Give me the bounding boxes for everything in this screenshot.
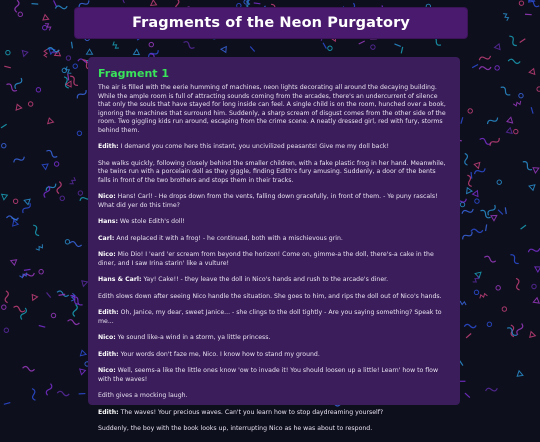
pattern-shape [518,93,524,99]
pattern-shape [473,191,481,199]
pattern-shape [464,323,476,328]
pattern-shape [536,86,540,92]
pattern-shape [134,49,141,57]
pattern-shape [22,366,34,371]
story-paragraph [98,276,449,285]
pattern-shape [10,220,18,228]
pattern-shape [4,291,10,303]
pattern-shape [529,68,536,75]
story-paragraph [98,392,449,401]
pattern-shape [528,246,540,254]
pattern-shape [520,225,526,229]
story-paragraph [98,235,449,244]
story-paragraph [98,334,449,343]
pattern-shape [479,293,488,298]
pattern-shape [30,388,37,401]
pattern-shape [323,43,326,49]
story-content [98,67,449,442]
pattern-shape [515,371,523,379]
pattern-shape [461,230,473,241]
pattern-shape [57,391,69,396]
pattern-shape [466,174,474,187]
pattern-shape [487,204,497,216]
pattern-shape [465,187,473,194]
pattern-shape [250,46,254,53]
pattern-shape [39,269,44,274]
pattern-shape [76,89,87,100]
pattern-shape [506,117,513,124]
speaker-name: Edith: [98,143,119,150]
paragraph-text: Ye sound like-a wind in a storm, ya little princess. [115,334,271,341]
pattern-shape [51,313,57,319]
pattern-shape [45,182,57,192]
pattern-shape [399,47,405,54]
pattern-shape [55,4,68,10]
story-paragraph [98,409,449,418]
pattern-shape [1,143,7,149]
pattern-shape [486,116,498,126]
pattern-shape [514,278,521,291]
pattern-shape [472,64,478,67]
pattern-shape [531,284,536,289]
pattern-shape [80,279,88,287]
pattern-shape [4,64,10,70]
story-paragraph [98,193,449,210]
pattern-shape [65,66,72,74]
pattern-shape [485,386,498,393]
pattern-shape [79,391,86,396]
pattern-shape [57,290,70,297]
pattern-shape [531,165,539,173]
pattern-shape [498,209,503,216]
pattern-shape [28,101,33,106]
paragraph-text: Mio Dio! I 'eard 'er scream from beyond the horizon! Come on, gimme-a the doll, there's-a cake in the diner, and I saw Irina starin' like a vulture! [98,251,434,267]
pattern-shape [30,293,38,301]
speaker-name: Nico: [98,334,116,341]
speaker-name: Carl: [98,234,115,242]
pattern-shape [3,327,9,333]
story-panel[interactable] [88,57,460,432]
pattern-shape [72,296,84,307]
speaker-name: Edith: [98,350,119,358]
pattern-shape [53,0,56,6]
pattern-shape [70,177,77,185]
speaker-name: Nico: [98,251,116,258]
pattern-shape [535,264,540,272]
story-paragraph [98,293,449,302]
pattern-shape [494,65,500,71]
pattern-shape [6,216,18,220]
pattern-shape [509,253,520,264]
pattern-shape [11,260,18,266]
pattern-shape [516,323,524,336]
story-paragraph [98,309,449,326]
pattern-shape [149,42,154,47]
speaker-name: Edith: [98,309,119,316]
pattern-shape [533,297,540,303]
pattern-shape [41,162,48,169]
pattern-shape [41,15,49,23]
pattern-shape [77,190,83,196]
paragraph-text: Suddenly, the boy with the book looks up, interrupting Nico as he was about to respond. [98,425,373,432]
pattern-shape [461,207,474,215]
pattern-shape [327,45,333,51]
speaker-name: Hans: [98,218,118,225]
pattern-shape [508,59,520,63]
pattern-shape [39,323,45,329]
paragraph-text: Edith gives a mocking laugh. [98,392,188,399]
paragraph-text: We stole Edith's doll! [117,218,185,225]
pattern-shape [503,207,508,214]
pattern-shape [72,63,78,69]
pattern-shape [14,77,23,90]
page-header [75,8,467,38]
paragraph-text: She walks quickly, following closely behind the smaller children, with a fake plastic frog in her hand. Meanwhile, the twins run with a porcelain doll as they giggle, finding Edith's fury amusing. Suddenly, a door of the bents falls in front of the two brothers and stops them in their tracks. [98,159,446,184]
story-paragraph [98,351,449,360]
paragraph-text: Well, seems-a like the little ones know 'ow to invade it! You should loosen up a little! Learn' how to flow with the waves! [98,367,439,383]
pattern-shape [13,306,26,313]
pattern-shape [370,44,375,49]
pattern-shape [496,285,501,290]
pattern-shape [31,224,40,236]
pattern-shape [76,130,82,136]
pattern-shape [14,103,21,110]
pattern-shape [1,305,6,310]
paragraph-text: Hans! Carl! - He drops down from the vents, falling down gracefully, in front of them. - Ye puny rascals! What did yer do this time? [98,193,438,209]
pattern-shape [486,321,492,327]
pattern-shape [483,224,489,231]
pattern-shape [474,167,486,176]
paragraph-text: Yay! Cake!! - they leave the doll in Nico's hands and rush to the arcade's diner. [141,276,389,283]
pattern-shape [46,149,59,158]
pattern-shape [57,182,61,194]
pattern-shape [183,41,196,50]
paragraph-text: I demand you come here this instant, you uncivilized peasants! Give me my doll back! [118,143,389,150]
story-paragraph [98,218,449,227]
pattern-shape [519,39,525,43]
pattern-shape [46,383,53,396]
pattern-shape [6,50,11,55]
pattern-shape [79,350,86,356]
pattern-shape [474,198,480,204]
pattern-shape [17,11,23,17]
pattern-shape [490,213,497,221]
pattern-shape [69,75,80,87]
pattern-shape [528,332,536,340]
pattern-shape [519,1,523,5]
story-paragraph [98,160,449,186]
pattern-shape [254,0,261,6]
pattern-shape [36,87,41,92]
pattern-shape [80,367,87,374]
pattern-shape [525,12,532,18]
pattern-shape [87,49,93,54]
pattern-shape [484,255,497,262]
pattern-shape [499,86,511,96]
pattern-shape [469,172,474,179]
speaker-name: Edith: [98,408,119,416]
pattern-shape [70,42,75,49]
pattern-shape [465,334,472,338]
paragraph-text: Your words don't faze me, Nico. I know how to stand my ground. [118,350,320,358]
pattern-shape [513,129,519,135]
pattern-shape [66,55,72,61]
pattern-shape [2,192,9,199]
pattern-shape [112,42,119,50]
story-paragraph [98,143,449,152]
pattern-shape [21,202,31,214]
pattern-shape [221,47,229,54]
paragraph-text: And replaced it with a frog! - he continued, both with a mischievous grin. [114,234,343,242]
pattern-shape [47,292,51,298]
pattern-shape [479,54,492,62]
pattern-shape [501,306,507,312]
pattern-shape [1,124,7,128]
pattern-shape [15,0,19,12]
page-title: Fragments of the Neon Purgatory [132,15,410,31]
paragraph-text: The air is filled with the eerie humming of machines, neon lights decorating all around the decaying building. While the ample room is full of attracting sounds coming from the arcades, there's an undercurrent of silence that only the souls that have stayed for long inside can feel. A single child is on the room, hunched over a book, ignoring the machines that surround him. Suddenly, a sharp scream of disgust comes from the other side of the room. Two giggling kids run around, escaping from the crime scene. A neatly dressed girl, red with fury, storms behind them. [98,84,446,134]
pattern-shape [508,35,519,47]
pattern-shape [54,161,59,166]
fragment-title: Fragment 1 [98,67,170,80]
pattern-shape [530,107,534,113]
pattern-shape [513,101,522,107]
pattern-shape [489,136,501,147]
pattern-shape [463,153,470,166]
pattern-shape [42,25,47,30]
paragraph-text: Edith slows down after seeing Nico handle the situation. She goes to him, and rips the doll out of Nico's hands. [98,292,442,300]
pattern-shape [474,290,479,295]
pattern-shape [474,161,480,168]
pattern-shape [503,12,509,20]
pattern-shape [479,65,492,71]
pattern-shape [44,49,47,57]
pattern-shape [20,307,27,320]
pattern-shape [32,1,39,7]
pattern-shape [22,49,28,56]
paragraph-list [98,84,449,434]
pattern-shape [522,160,534,171]
pattern-shape [359,41,365,44]
pattern-shape [467,108,473,114]
pattern-shape [496,179,502,185]
story-paragraph [98,251,449,268]
pattern-shape [59,195,65,201]
pattern-shape [529,185,536,191]
story-paragraph [98,425,449,434]
pattern-shape [13,155,25,164]
pattern-shape [4,401,10,405]
paragraph-text: Oh, Janice, my dear, sweet Janice... - she clings to the doll tightly - Are you saying something? Speak to me... [98,309,442,325]
pattern-shape [69,241,81,247]
story-paragraph [98,367,449,384]
pattern-shape [65,239,71,245]
speaker-name: Nico: [98,193,116,200]
paragraph-text: The waves! Your precious waves. Can't you learn how to stop daydreaming yourself? [118,408,384,416]
pattern-shape [505,128,512,135]
pattern-shape [67,319,79,325]
speaker-name: Hans & Carl: [98,276,142,283]
speaker-name: Nico: [98,367,116,374]
pattern-shape [494,43,501,50]
pattern-shape [465,392,470,399]
pattern-shape [46,117,53,123]
story-paragraph [98,84,449,135]
pattern-shape [24,268,31,273]
pattern-shape [13,199,18,204]
pattern-shape [73,304,78,316]
pattern-shape [395,42,401,48]
pattern-shape [123,0,130,3]
pattern-shape [36,244,44,251]
pattern-shape [151,0,158,8]
